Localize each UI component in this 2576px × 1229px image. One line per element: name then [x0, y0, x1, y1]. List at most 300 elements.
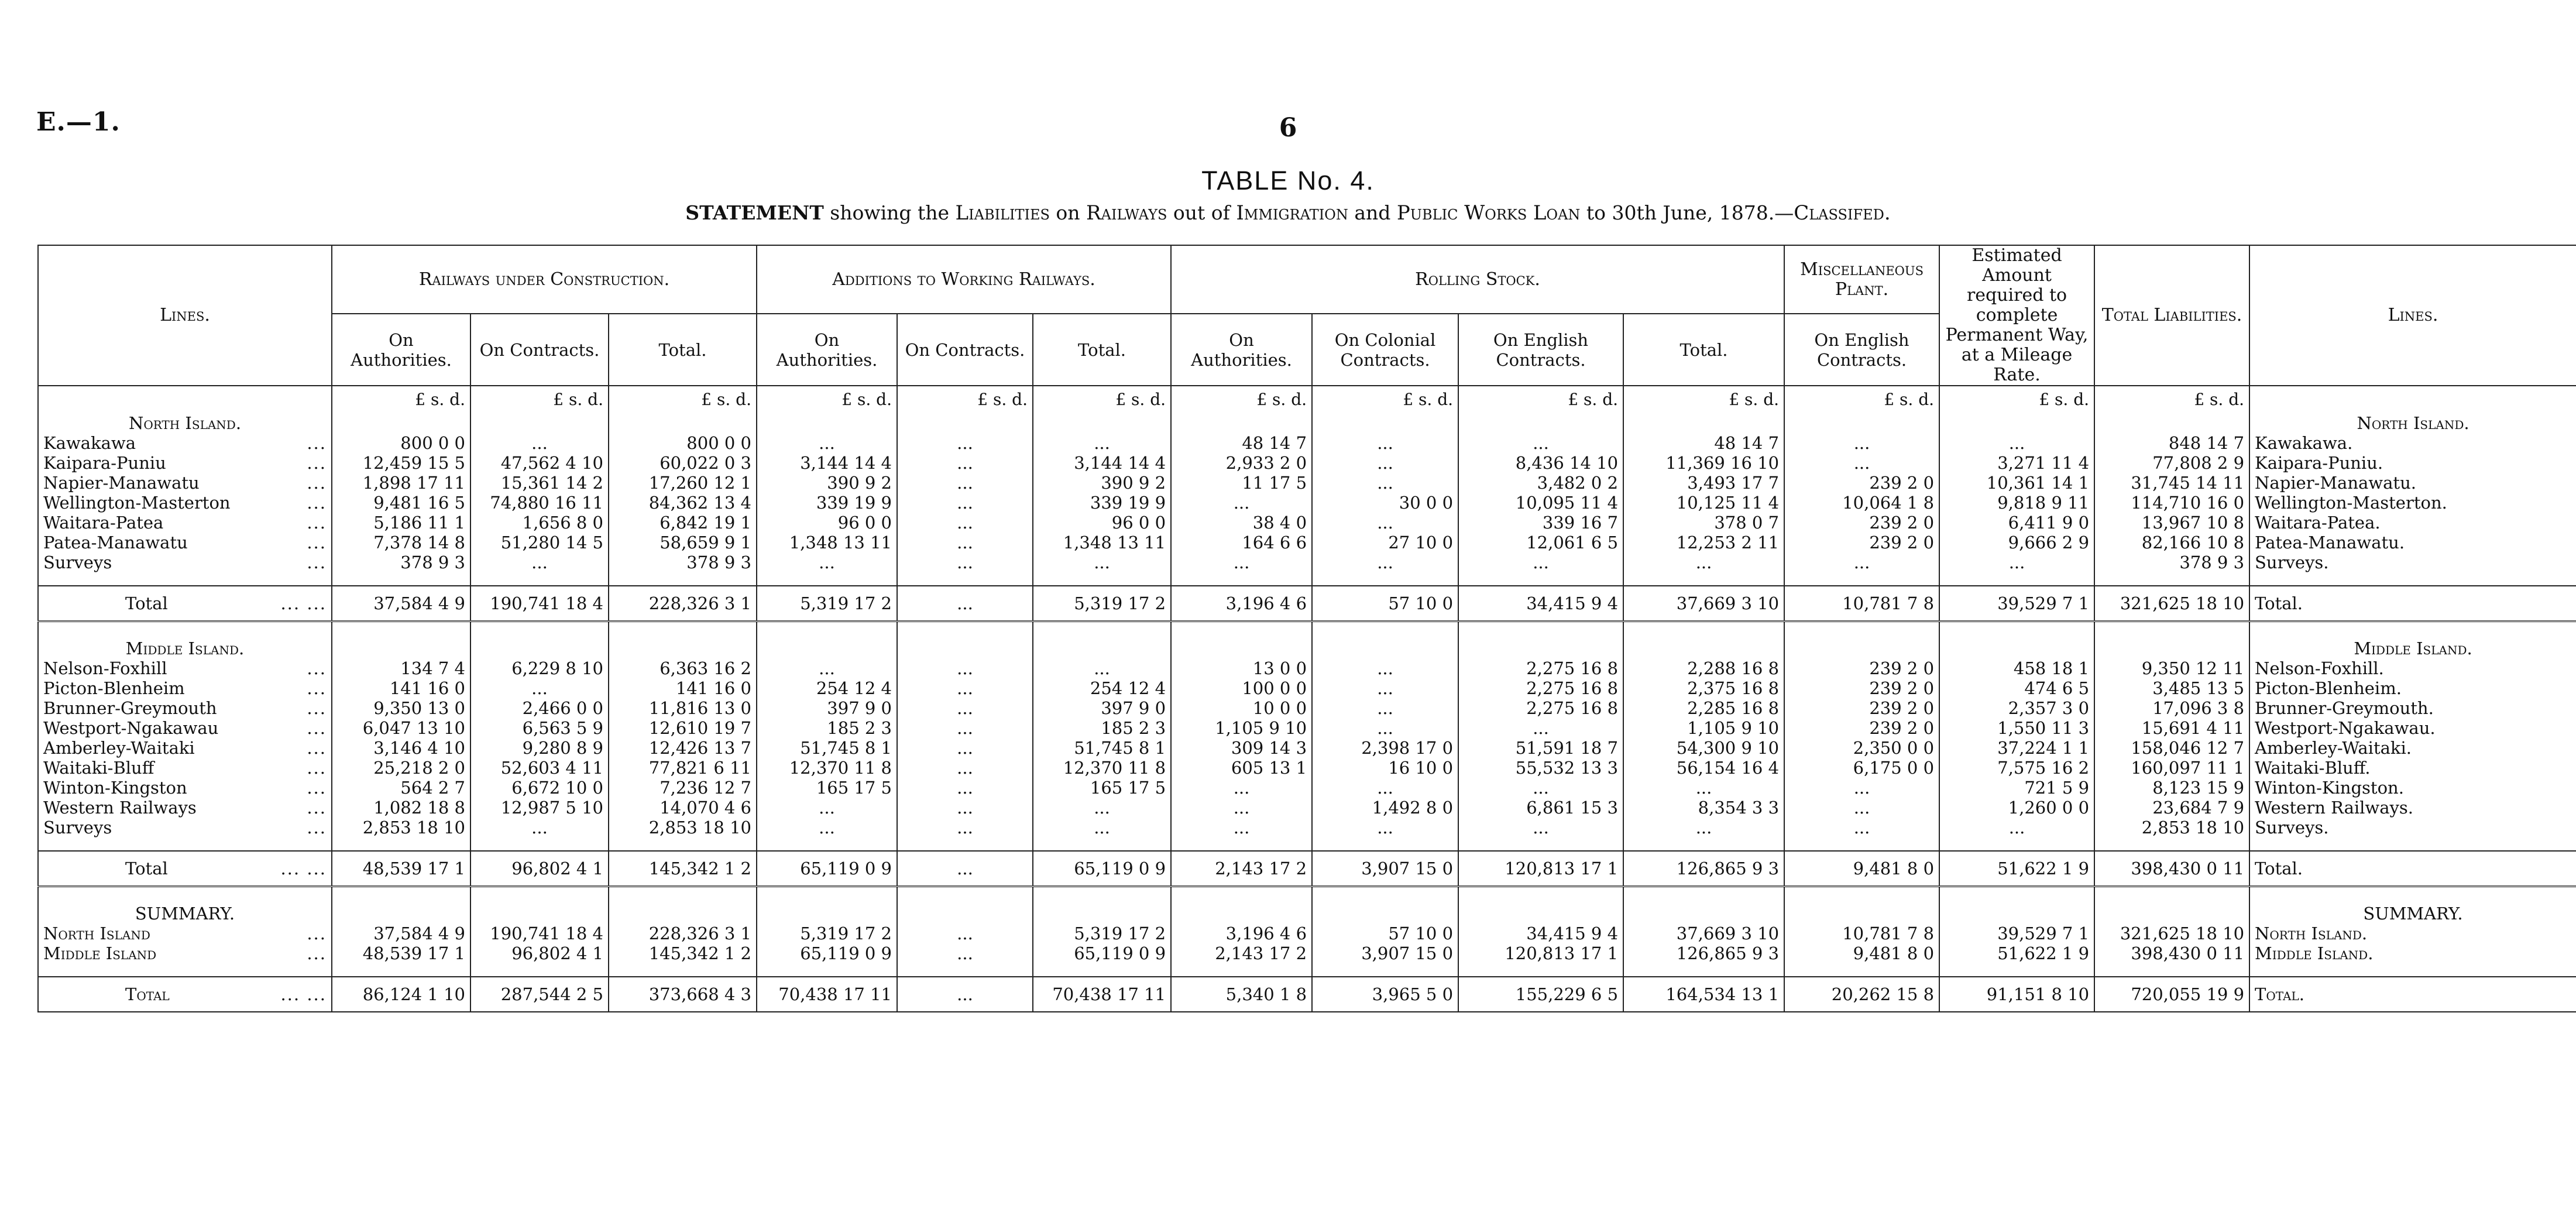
- empty-cell: [1623, 410, 1784, 433]
- empty-cell: [1458, 635, 1623, 658]
- empty-cell: [1033, 635, 1171, 658]
- value-cell: ...: [1623, 778, 1784, 798]
- empty-cell: [470, 410, 609, 433]
- table-row: [38, 552, 2576, 572]
- leader-dots: ...: [307, 698, 327, 718]
- leader-dots: ...: [307, 798, 327, 818]
- gap-cell: [609, 887, 757, 901]
- total-value-cell: 5,319 17 2: [1033, 586, 1171, 622]
- total-value-cell: 228,326 3 1: [609, 586, 757, 622]
- gap-cell: [2249, 837, 2576, 851]
- value-cell: ...: [1458, 552, 1623, 572]
- value-cell: ...: [1312, 513, 1458, 533]
- value-cell: 378 9 3: [332, 552, 470, 572]
- value-cell: 165 17 5: [1033, 778, 1171, 798]
- empty-cell: [1939, 900, 2094, 924]
- gap-cell: [1171, 837, 1312, 851]
- empty-cell: [757, 900, 897, 924]
- value-cell: ...: [897, 453, 1033, 473]
- line-name-right: Kaipara-Puniu.: [2249, 453, 2576, 473]
- gap-cell: [897, 837, 1033, 851]
- line-name-right: Winton-Kingston.: [2249, 778, 2576, 798]
- value-cell: 397 9 0: [757, 698, 897, 718]
- value-cell: 2,285 16 8: [1623, 698, 1784, 718]
- total-value-cell: 373,668 4 3: [609, 977, 757, 1012]
- table-row: [38, 433, 2576, 453]
- total-value-cell: 57 10 0: [1312, 586, 1458, 622]
- value-cell: ...: [1312, 453, 1458, 473]
- value-cell: ...: [1312, 698, 1458, 718]
- value-cell: 60,022 0 3: [609, 453, 757, 473]
- gap-cell: [1784, 572, 1939, 586]
- value-cell: ...: [1458, 433, 1623, 453]
- units-spacer: [38, 386, 332, 410]
- value-cell: ...: [1623, 552, 1784, 572]
- value-cell: 165 17 5: [757, 778, 897, 798]
- line-name: Surveys: [43, 552, 112, 572]
- total-value-cell: 37,584 4 9: [332, 586, 470, 622]
- empty-cell: [1033, 410, 1171, 433]
- gap-cell: [1939, 837, 2094, 851]
- section-title-right: Middle Island.: [2249, 635, 2576, 658]
- value-cell: 3,196 4 6: [1171, 924, 1312, 943]
- value-cell: ...: [1312, 552, 1458, 572]
- value-cell: ...: [1312, 473, 1458, 493]
- add-on-contracts-header: On Contracts.: [897, 314, 1033, 386]
- total-value-cell: 321,625 18 10: [2094, 586, 2249, 622]
- value-cell: 2,375 16 8: [1623, 678, 1784, 698]
- table-row: [38, 678, 2576, 698]
- value-cell: 7,575 16 2: [1939, 758, 2094, 778]
- line-name: Western Railways: [43, 798, 197, 818]
- value-cell: 10,781 7 8: [1784, 924, 1939, 943]
- empty-cell: [1458, 410, 1623, 433]
- total-value-cell: 155,229 6 5: [1458, 977, 1623, 1012]
- table-row: [38, 778, 2576, 798]
- gap-cell: [1312, 963, 1458, 977]
- line-name-cell: [38, 943, 332, 963]
- value-cell: 114,710 16 0: [2094, 493, 2249, 513]
- total-value-cell: 86,124 1 10: [332, 977, 470, 1012]
- unit-label: £ s. d.: [332, 386, 470, 410]
- value-cell: 100 0 0: [1171, 678, 1312, 698]
- value-cell: ...: [897, 798, 1033, 818]
- value-cell: 6,229 8 10: [470, 658, 609, 678]
- value-cell: 65,119 0 9: [1033, 943, 1171, 963]
- table-row: [38, 758, 2576, 778]
- empty-cell: [332, 410, 470, 433]
- value-cell: ...: [1458, 818, 1623, 837]
- value-cell: 15,361 14 2: [470, 473, 609, 493]
- total-value-cell: 10,781 7 8: [1784, 586, 1939, 622]
- value-cell: 2,275 16 8: [1458, 698, 1623, 718]
- section-gap: [38, 887, 2576, 901]
- value-cell: ...: [897, 658, 1033, 678]
- value-cell: 2,350 0 0: [1784, 738, 1939, 758]
- value-cell: ...: [1312, 678, 1458, 698]
- table-row: [38, 658, 2576, 678]
- gap-cell: [1171, 887, 1312, 901]
- value-cell: 37,224 1 1: [1939, 738, 2094, 758]
- value-cell: 309 14 3: [1171, 738, 1312, 758]
- unit-label: £ s. d.: [470, 386, 609, 410]
- gap-cell: [38, 622, 332, 636]
- line-name-cell: [38, 924, 332, 943]
- value-cell: 48 14 7: [1623, 433, 1784, 453]
- gap-cell: [1623, 887, 1784, 901]
- value-cell: ...: [1458, 778, 1623, 798]
- value-cell: 3,493 17 7: [1623, 473, 1784, 493]
- unit-label: £ s. d.: [1033, 386, 1171, 410]
- pre-total-gap: [38, 837, 2576, 851]
- line-name-cell: [38, 818, 332, 837]
- total-label-cell: [38, 851, 332, 887]
- empty-cell: [1784, 410, 1939, 433]
- value-cell: 185 2 3: [1033, 718, 1171, 738]
- value-cell: 8,123 15 9: [2094, 778, 2249, 798]
- value-cell: 6,047 13 10: [332, 718, 470, 738]
- value-cell: 17,260 12 1: [609, 473, 757, 493]
- gap-cell: [332, 572, 470, 586]
- empty-cell: [1939, 410, 2094, 433]
- value-cell: ...: [897, 924, 1033, 943]
- value-cell: ...: [1033, 658, 1171, 678]
- line-name-right: Waitaki-Bluff.: [2249, 758, 2576, 778]
- table-subtitle: STATEMENT showing the Liabilities on Railways out of Immigration and Public Works Loan to 30th June, 1878.—Classifed.: [685, 201, 1891, 225]
- value-cell: 339 16 7: [1458, 513, 1623, 533]
- value-cell: 3,485 13 5: [2094, 678, 2249, 698]
- value-cell: 1,550 11 3: [1939, 718, 2094, 738]
- value-cell: ...: [1312, 818, 1458, 837]
- value-cell: 2,853 18 10: [2094, 818, 2249, 837]
- value-cell: ...: [1784, 552, 1939, 572]
- value-cell: 51,745 8 1: [757, 738, 897, 758]
- total-value-cell: 720,055 19 9: [2094, 977, 2249, 1012]
- table-row: [38, 493, 2576, 513]
- value-cell: 158,046 12 7: [2094, 738, 2249, 758]
- table-row: [38, 818, 2576, 837]
- gap-cell: [1458, 887, 1623, 901]
- value-cell: ...: [1784, 798, 1939, 818]
- line-name-right: Western Railways.: [2249, 798, 2576, 818]
- value-cell: ...: [1033, 818, 1171, 837]
- value-cell: 54,300 9 10: [1623, 738, 1784, 758]
- table-body: [38, 386, 2576, 1012]
- value-cell: 51,622 1 9: [1939, 943, 2094, 963]
- gap-cell: [897, 887, 1033, 901]
- table-row: [38, 513, 2576, 533]
- value-cell: 11,816 13 0: [609, 698, 757, 718]
- section-title-row: [38, 635, 2576, 658]
- gap-cell: [332, 837, 470, 851]
- gap-cell: [38, 887, 332, 901]
- value-cell: ...: [1312, 658, 1458, 678]
- value-cell: 1,105 9 10: [1171, 718, 1312, 738]
- unit-label: £ s. d.: [1623, 386, 1784, 410]
- value-cell: 239 2 0: [1784, 678, 1939, 698]
- line-name-cell: [38, 778, 332, 798]
- line-name-cell: [38, 798, 332, 818]
- total-value-cell: 70,438 17 11: [757, 977, 897, 1012]
- empty-cell: [1458, 900, 1623, 924]
- section-title-right: SUMMARY.: [2249, 900, 2576, 924]
- value-cell: 11 17 5: [1171, 473, 1312, 493]
- value-cell: 9,350 13 0: [332, 698, 470, 718]
- value-cell: 800 0 0: [609, 433, 757, 453]
- line-name-cell: [38, 678, 332, 698]
- empty-cell: [1623, 635, 1784, 658]
- value-cell: 3,907 15 0: [1312, 943, 1458, 963]
- leader-dots: ...: [307, 552, 327, 572]
- line-name-cell: [38, 658, 332, 678]
- line-name-cell: [38, 738, 332, 758]
- line-name-right: Waitara-Patea.: [2249, 513, 2576, 533]
- value-cell: 190,741 18 4: [470, 924, 609, 943]
- value-cell: 9,481 8 0: [1784, 943, 1939, 963]
- value-cell: 6,861 15 3: [1458, 798, 1623, 818]
- unit-label: £ s. d.: [1171, 386, 1312, 410]
- value-cell: 390 9 2: [1033, 473, 1171, 493]
- value-cell: 6,672 10 0: [470, 778, 609, 798]
- value-cell: 2,853 18 10: [332, 818, 470, 837]
- total-value-cell: 37,669 3 10: [1623, 586, 1784, 622]
- table-row: [38, 698, 2576, 718]
- lines-header: Lines.: [38, 245, 332, 386]
- empty-cell: [1784, 900, 1939, 924]
- value-cell: 11,369 16 10: [1623, 453, 1784, 473]
- value-cell: 12,253 2 11: [1623, 533, 1784, 552]
- value-cell: 1,656 8 0: [470, 513, 609, 533]
- line-name-right: Napier-Manawatu.: [2249, 473, 2576, 493]
- leader-dots: ...: [307, 718, 327, 738]
- value-cell: 8,436 14 10: [1458, 453, 1623, 473]
- gap-cell: [1784, 622, 1939, 636]
- value-cell: ...: [1312, 718, 1458, 738]
- value-cell: ...: [470, 818, 609, 837]
- units-row: [38, 386, 2576, 410]
- leader-dots: ...: [307, 658, 327, 678]
- total-value-cell: 39,529 7 1: [1939, 586, 2094, 622]
- total-value-cell: 3,907 15 0: [1312, 851, 1458, 887]
- value-cell: 239 2 0: [1784, 473, 1939, 493]
- total-value-cell: 3,965 5 0: [1312, 977, 1458, 1012]
- leader-dots: ...: [307, 738, 327, 758]
- line-name-cell: [38, 758, 332, 778]
- line-name-right: Wellington-Masterton.: [2249, 493, 2576, 513]
- line-name: Wellington-Masterton: [43, 493, 231, 513]
- line-name-cell: [38, 718, 332, 738]
- value-cell: 605 13 1: [1171, 758, 1312, 778]
- value-cell: ...: [897, 758, 1033, 778]
- gap-cell: [609, 622, 757, 636]
- value-cell: 8,354 3 3: [1623, 798, 1784, 818]
- value-cell: ...: [470, 678, 609, 698]
- value-cell: 10,064 1 8: [1784, 493, 1939, 513]
- gap-cell: [1033, 622, 1171, 636]
- line-name: Picton-Blenheim: [43, 678, 185, 698]
- gap-cell: [2094, 963, 2249, 977]
- total-value-cell: 65,119 0 9: [757, 851, 897, 887]
- total-value-cell: 34,415 9 4: [1458, 586, 1623, 622]
- gap-cell: [332, 963, 470, 977]
- gap-cell: [1171, 963, 1312, 977]
- value-cell: ...: [1623, 818, 1784, 837]
- leader-dots: ...: [307, 818, 327, 837]
- leader-dots: ...: [307, 433, 327, 453]
- value-cell: 378 9 3: [609, 552, 757, 572]
- value-cell: 3,146 4 10: [332, 738, 470, 758]
- gap-cell: [1623, 837, 1784, 851]
- value-cell: 82,166 10 8: [2094, 533, 2249, 552]
- gap-cell: [1033, 572, 1171, 586]
- gap-cell: [1939, 963, 2094, 977]
- line-name-right: Brunner-Greymouth.: [2249, 698, 2576, 718]
- total-liabilities-header: Total Liabilities.: [2094, 245, 2249, 386]
- empty-cell: [2094, 410, 2249, 433]
- empty-cell: [897, 410, 1033, 433]
- section-title: Middle Island.: [38, 635, 332, 658]
- line-name-cell: [38, 473, 332, 493]
- value-cell: 321,625 18 10: [2094, 924, 2249, 943]
- value-cell: 16 10 0: [1312, 758, 1458, 778]
- unit-label: £ s. d.: [2094, 386, 2249, 410]
- value-cell: 13 0 0: [1171, 658, 1312, 678]
- value-cell: 2,143 17 2: [1171, 943, 1312, 963]
- value-cell: 339 19 9: [1033, 493, 1171, 513]
- value-cell: ...: [757, 818, 897, 837]
- value-cell: ...: [1939, 433, 2094, 453]
- total-value-cell: ...: [897, 977, 1033, 1012]
- line-name: Kawakawa: [43, 433, 136, 453]
- gap-cell: [332, 887, 470, 901]
- line-name-right: Westport-Ngakawau.: [2249, 718, 2576, 738]
- line-name-cell: [38, 493, 332, 513]
- gap-cell: [897, 622, 1033, 636]
- rs-on-english-header: On English Contracts.: [1458, 314, 1623, 386]
- rc-on-authorities-header: On Authorities.: [332, 314, 470, 386]
- line-name-cell: [38, 433, 332, 453]
- railways-construction-header: Railways under Construction.: [332, 245, 757, 314]
- gap-cell: [332, 622, 470, 636]
- line-name-cell: [38, 533, 332, 552]
- value-cell: ...: [897, 533, 1033, 552]
- value-cell: 239 2 0: [1784, 698, 1939, 718]
- leader-dots: ...: [307, 778, 327, 798]
- empty-cell: [757, 635, 897, 658]
- value-cell: 3,482 0 2: [1458, 473, 1623, 493]
- value-cell: 164 6 6: [1171, 533, 1312, 552]
- value-cell: ...: [1033, 798, 1171, 818]
- value-cell: ...: [897, 493, 1033, 513]
- value-cell: 145,342 1 2: [609, 943, 757, 963]
- leader-dots: ...: [307, 473, 327, 493]
- line-name-right: Amberley-Waitaki.: [2249, 738, 2576, 758]
- empty-cell: [757, 410, 897, 433]
- table-row: [38, 533, 2576, 552]
- value-cell: ...: [1939, 818, 2094, 837]
- value-cell: ...: [1033, 433, 1171, 453]
- unit-label: £ s. d.: [897, 386, 1033, 410]
- value-cell: 6,411 9 0: [1939, 513, 2094, 533]
- gap-cell: [470, 963, 609, 977]
- value-cell: 74,880 16 11: [470, 493, 609, 513]
- value-cell: 84,362 13 4: [609, 493, 757, 513]
- table-row: [38, 453, 2576, 473]
- gap-cell: [2094, 622, 2249, 636]
- value-cell: 141 16 0: [609, 678, 757, 698]
- pre-total-gap: [38, 572, 2576, 586]
- total-value-cell: 145,342 1 2: [609, 851, 757, 887]
- total-value-cell: 70,438 17 11: [1033, 977, 1171, 1012]
- value-cell: 9,350 12 11: [2094, 658, 2249, 678]
- total-value-cell: 91,151 8 10: [1939, 977, 2094, 1012]
- total-label-right: Total.: [2249, 586, 2576, 622]
- value-cell: 96 0 0: [757, 513, 897, 533]
- empty-cell: [1312, 900, 1458, 924]
- value-cell: 254 12 4: [1033, 678, 1171, 698]
- value-cell: ...: [1171, 798, 1312, 818]
- value-cell: 564 2 7: [332, 778, 470, 798]
- gap-cell: [1033, 887, 1171, 901]
- gap-cell: [470, 887, 609, 901]
- leader-dots: ...: [307, 924, 327, 943]
- table-row: [38, 924, 2576, 943]
- value-cell: 2,933 2 0: [1171, 453, 1312, 473]
- unit-label: £ s. d.: [757, 386, 897, 410]
- unit-label: £ s. d.: [1458, 386, 1623, 410]
- line-name-right: North Island.: [2249, 924, 2576, 943]
- value-cell: 96 0 0: [1033, 513, 1171, 533]
- gap-cell: [2094, 837, 2249, 851]
- gap-cell: [1939, 622, 2094, 636]
- gap-cell: [1784, 963, 1939, 977]
- rc-on-contracts-header: On Contracts.: [470, 314, 609, 386]
- unit-label: £ s. d.: [1312, 386, 1458, 410]
- liabilities-table: [37, 245, 2576, 1012]
- value-cell: 185 2 3: [757, 718, 897, 738]
- value-cell: 58,659 9 1: [609, 533, 757, 552]
- gap-cell: [1312, 887, 1458, 901]
- line-name: Amberley-Waitaki: [43, 738, 195, 758]
- total-value-cell: ...: [897, 586, 1033, 622]
- leader-dots: ... ...: [280, 859, 327, 878]
- gap-cell: [1458, 837, 1623, 851]
- value-cell: ...: [897, 473, 1033, 493]
- gap-cell: [2094, 572, 2249, 586]
- line-name-right: Picton-Blenheim.: [2249, 678, 2576, 698]
- value-cell: 6,563 5 9: [470, 718, 609, 738]
- gap-cell: [1033, 963, 1171, 977]
- empty-cell: [332, 900, 470, 924]
- value-cell: 2,275 16 8: [1458, 678, 1623, 698]
- value-cell: 120,813 17 1: [1458, 943, 1623, 963]
- value-cell: 2,275 16 8: [1458, 658, 1623, 678]
- value-cell: 378 0 7: [1623, 513, 1784, 533]
- gap-cell: [2249, 887, 2576, 901]
- value-cell: ...: [897, 433, 1033, 453]
- value-cell: ...: [897, 943, 1033, 963]
- gap-cell: [470, 622, 609, 636]
- value-cell: 134 7 4: [332, 658, 470, 678]
- total-value-cell: 5,319 17 2: [757, 586, 897, 622]
- gap-cell: [757, 622, 897, 636]
- value-cell: 5,319 17 2: [1033, 924, 1171, 943]
- gap-cell: [38, 963, 332, 977]
- value-cell: 254 12 4: [757, 678, 897, 698]
- line-name: Surveys: [43, 818, 112, 837]
- total-label-cell: [38, 586, 332, 622]
- value-cell: ...: [897, 678, 1033, 698]
